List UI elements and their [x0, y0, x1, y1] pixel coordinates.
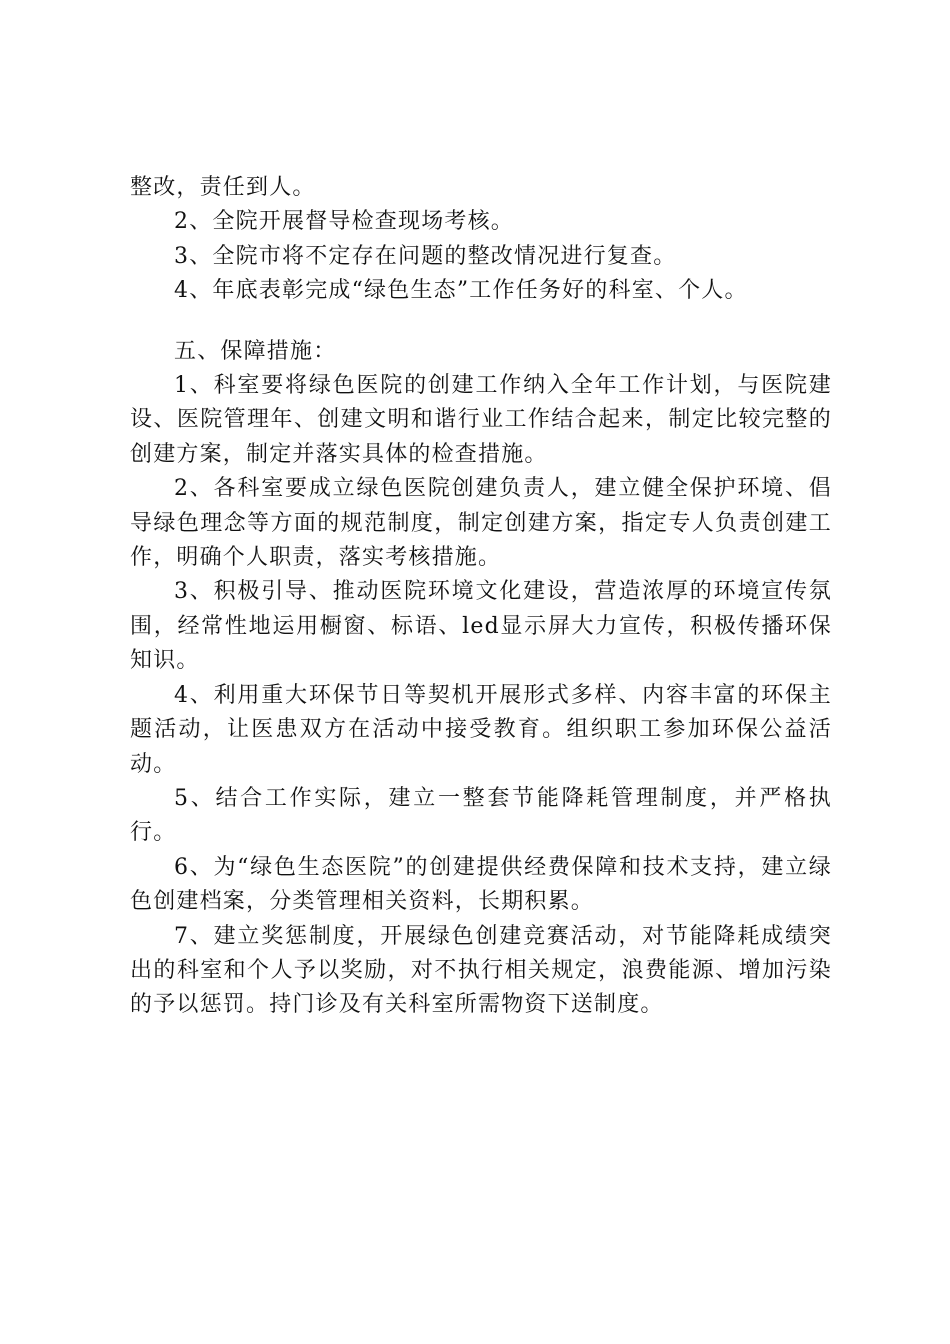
- section-heading: 五、保障措施：: [174, 338, 337, 364]
- measure-item-7: 7、建立奖惩制度，开展绿色创建竞赛活动，对节能降耗成绩突出的科室和个人予以奖励，对不执行相关规定，浪费能源、增加污染的予以惩罚。持门诊及有关科室所需物资下送制度。: [130, 923, 832, 1018]
- measure-item-1: 1、科室要将绿色医院的创建工作纳入全年工作计划，与医院建设、医院管理年、创建文明和谐行业工作结合起来，制定比较完整的创建方案，制定并落实具体的检查措施。: [130, 373, 832, 467]
- measure-item-6: 6、为“绿色生态医院”的创建提供经费保障和技术支持，建立绿色创建档案，分类管理相关资料，长期积累。: [130, 854, 832, 915]
- paragraph-item-4: 4、年底表彰完成“绿色生态”工作任务好的科室、个人。: [174, 278, 748, 304]
- measure-item-3: 3、积极引导、推动医院环境文化建设，营造浓厚的环境宣传氛围，经常性地运用橱窗、标语、led显示屏大力宣传，积极传播环保知识。: [130, 579, 832, 674]
- document-body: [130, 171, 832, 1023]
- paragraph-item-3: 3、全院市将不定存在问题的整改情况进行复查。: [174, 243, 677, 269]
- section-spacer: [130, 309, 832, 335]
- paragraph-continuation: 整改，责任到人。: [130, 175, 316, 200]
- measure-item-5: 5、结合工作实际，建立一整套节能降耗管理制度，并严格执行。: [130, 785, 832, 846]
- measure-item-2: 2、各科室要成立绿色医院创建负责人，建立健全保护环境、倡导绿色理念等方面的规范制度，制定创建方案，指定专人负责创建工作，明确个人职责，落实考核措施。: [130, 476, 832, 571]
- paragraph-item-2: 2、全院开展督导检查现场考核。: [174, 209, 514, 235]
- measure-item-4: 4、利用重大环保节日等契机开展形式多样、内容丰富的环保主题活动，让医患双方在活动中接受教育。组织职工参加环保公益活动。: [130, 682, 832, 777]
